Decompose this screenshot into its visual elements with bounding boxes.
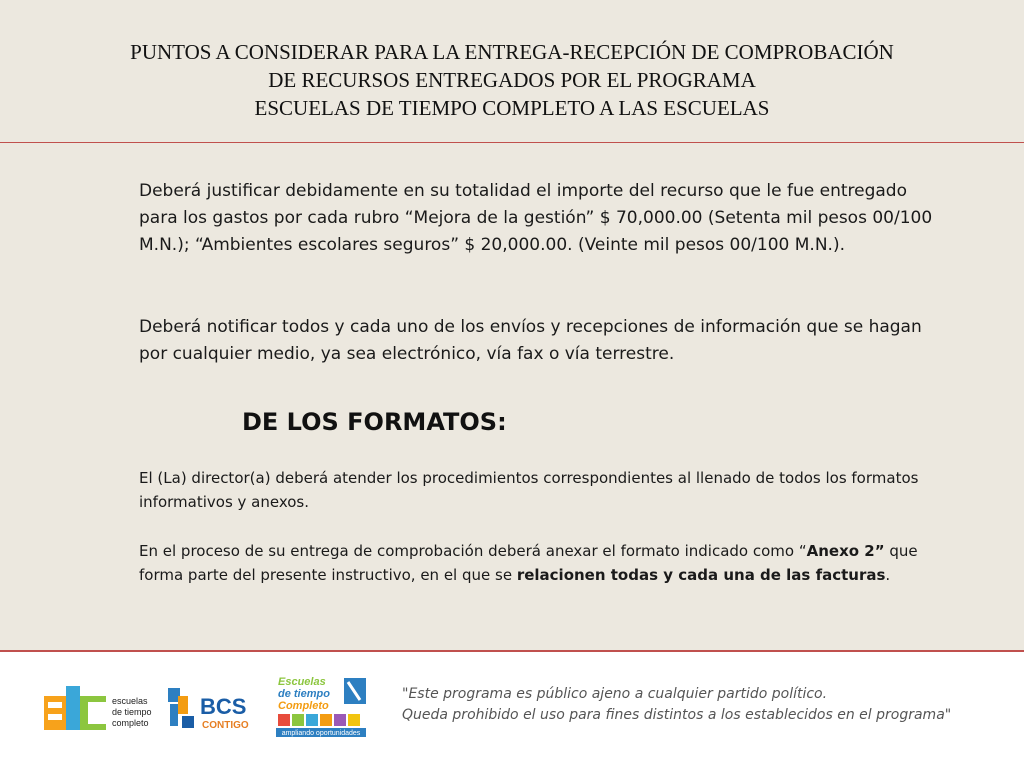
escuelas-tiempo-completo-logo	[276, 674, 372, 738]
title-divider	[0, 142, 1024, 143]
etc2-logo-text-1: Escuelas	[278, 676, 326, 688]
paragraph-justification: Deberá justificar debidamente en su totalidad el importe del recurso que le fue entregado para los gastos por cada rubro “Mejora de la gestión” $ 70,000.00 (Setenta mil pesos 00/100 M.N.); “Ambientes escolares seguros” $ 20,000.00. (Veinte mil pesos 00/100 M.N.).	[139, 181, 933, 255]
etc-logo	[44, 684, 164, 732]
anexo-text-part-3: .	[885, 566, 891, 584]
bcs-logo-subtext: CONTIGO	[202, 720, 249, 731]
etc-logo-text-3: completo	[112, 718, 149, 728]
etc2-logo-text-3: Completo	[278, 700, 329, 712]
paragraph-director: El (La) director(a) deberá atender los procedimientos correspondientes al llenado de todos los formatos informativos y anexos.	[139, 469, 919, 511]
anexo-bold-facturas: relacionen todas y cada una de las facturas	[516, 566, 886, 584]
etc-logo-text-1: escuelas	[112, 696, 148, 706]
etc-logo-text-2: de tiempo	[112, 707, 152, 717]
title-line-3: ESCUELAS DE TIEMPO COMPLETO A LAS ESCUELAS	[254, 96, 770, 120]
paragraph-notification: Deberá notificar todos y cada uno de los envíos y recepciones de información que se hagan por cualquier medio, ya sea electrónico, vía fax o vía terrestre.	[139, 317, 922, 364]
disclaimer-line-2: Queda prohibido el uso para fines distintos a los establecidos en el programa"	[402, 707, 952, 723]
anexo-bold-label: Anexo 2”	[806, 542, 885, 560]
etc2-logo-subtext: ampliando oportunidades	[281, 730, 361, 737]
bcs-logo-text: BCS	[200, 694, 247, 719]
etc2-logo-text-2: de tiempo	[278, 688, 330, 700]
footer-divider	[0, 650, 1024, 652]
slide-title	[0, 38, 1024, 122]
anexo-text-part-2: que forma parte del presente instructivo, en el que se	[139, 542, 918, 584]
bcs-contigo-logo	[168, 688, 268, 732]
anexo-text-part-1: En el proceso de su entrega de comprobación deberá anexar el formato indicado como “	[139, 542, 807, 560]
footer-disclaimer	[402, 684, 1002, 726]
section-heading-formatos: DE LOS FORMATOS:	[242, 408, 507, 436]
title-line-1: PUNTOS A CONSIDERAR PARA LA ENTREGA-RECEPCIÓN DE COMPROBACIÓN	[130, 40, 894, 64]
disclaimer-line-1: "Este programa es público ajeno a cualquier partido político.	[402, 686, 828, 702]
title-line-2: DE RECURSOS ENTREGADOS POR EL PROGRAMA	[268, 68, 756, 92]
paragraph-anexo	[139, 539, 939, 587]
